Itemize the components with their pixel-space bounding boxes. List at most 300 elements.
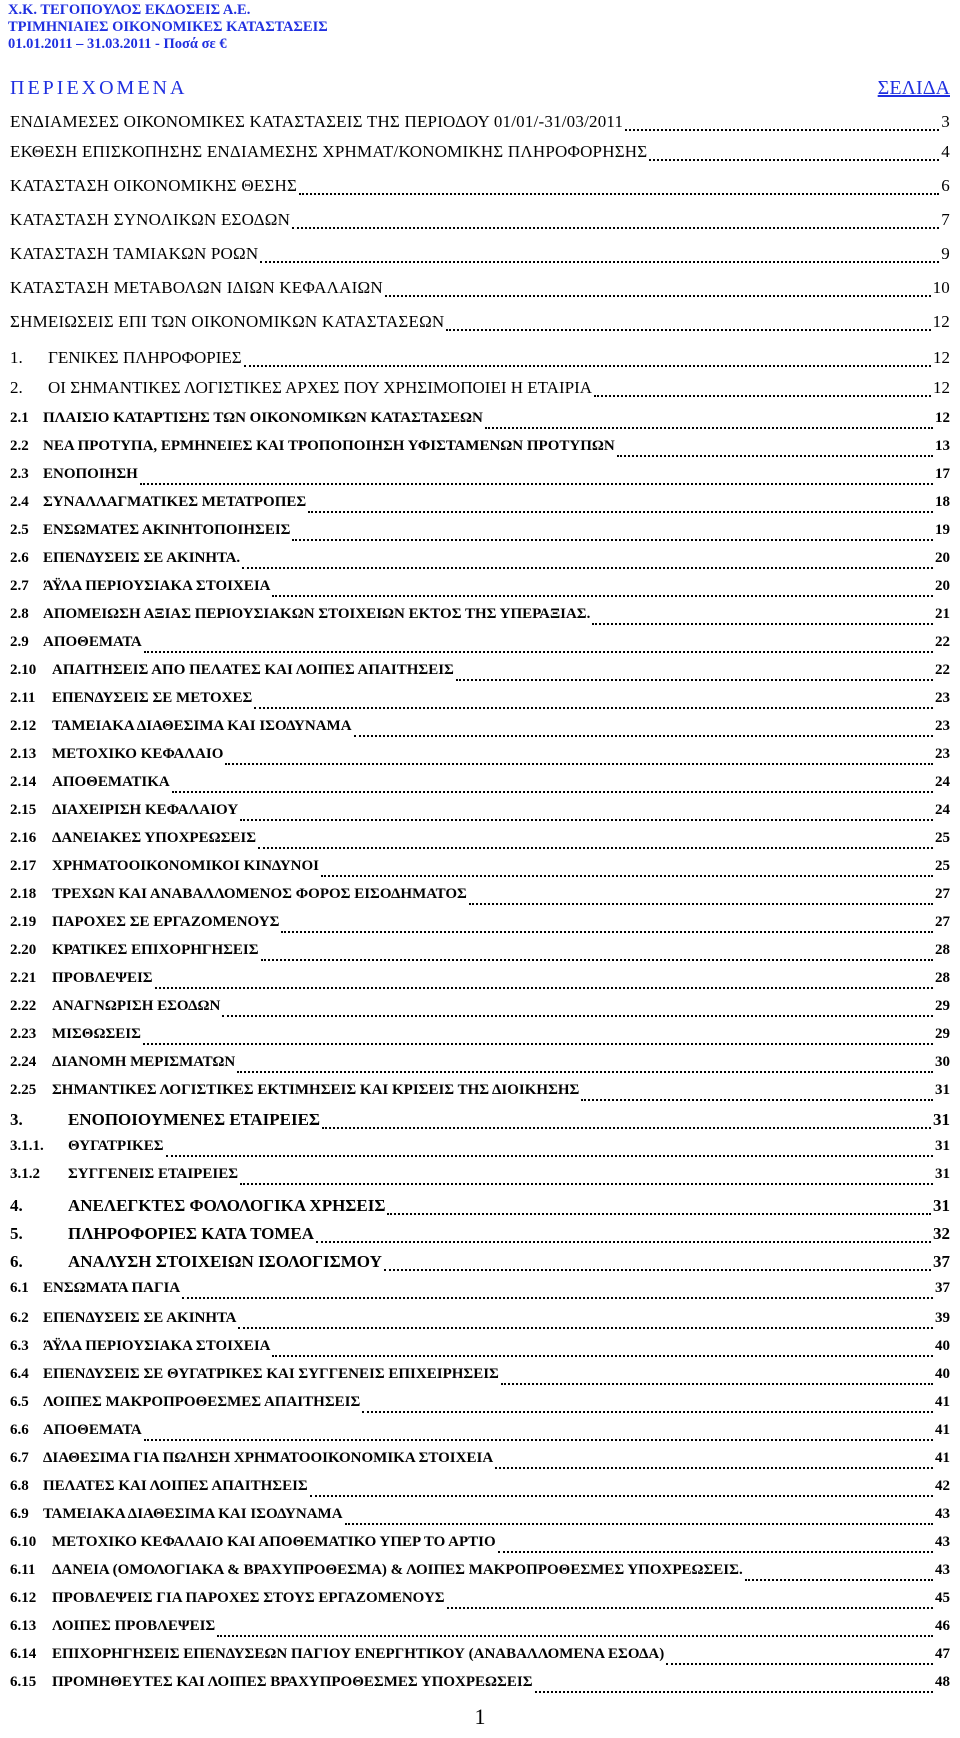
toc-entry-page: 30	[935, 1054, 950, 1070]
dot-leader	[581, 1099, 933, 1101]
toc-entry-label: ΠΕΛΑΤΕΣ ΚΑΙ ΛΟΙΠΕΣ ΑΠΑΙΤΗΣΕΙΣ	[43, 1478, 308, 1494]
toc-entry-label: ΟΙ ΣΗΜΑΝΤΙΚΕΣ ΛΟΓΙΣΤΙΚΕΣ ΑΡΧΕΣ ΠΟΥ ΧΡΗΣΙΜΟΠΟΙΕΙ Η ΕΤΑΙΡΙΑ	[48, 378, 593, 397]
toc-entry-number: 6.1	[10, 1280, 29, 1296]
toc-entry-label: ΜΕΤΟΧΙΚΟ ΚΕΦΑΛΑΙΟ ΚΑΙ ΑΠΟΘΕΜΑΤΙΚΟ ΥΠΕΡ ΤΟ ΑΡΤΙΟ	[52, 1534, 496, 1550]
toc-entry-number: 4.	[10, 1196, 23, 1215]
dot-leader	[385, 295, 931, 297]
toc-entry[interactable]	[10, 1618, 950, 1642]
toc-entry-label: ΕΠΕΝΔΥΣΕΙΣ ΣΕ ΘΥΓΑΤΡΙΚΕΣ ΚΑΙ ΣΥΓΓΕΝΕΙΣ ΕΠΙΧΕΙΡΗΣΕΙΣ	[43, 1366, 499, 1382]
toc-entry[interactable]	[10, 1338, 950, 1362]
toc-entry-label: ΕΝΔΙΑΜΕΣΕΣ ΟΙΚΟΝΟΜΙΚΕΣ ΚΑΤΑΣΤΑΣΕΙΣ ΤΗΣ ΠΕΡΙΟΔΟΥ 01/01/-31/03/2011	[10, 112, 624, 131]
toc-entry-number: 2.12	[10, 718, 37, 734]
toc-entry-label: ΕΝΣΩΜΑΤΑ ΠΑΓΙΑ	[43, 1280, 181, 1296]
toc-entry-label: ΠΡΟΒΛΕΨΕΙΣ	[52, 970, 153, 986]
toc-entry-title	[10, 142, 647, 162]
toc-entry-title	[10, 1674, 533, 1691]
toc-entry-label: ΔΙΑΧΕΙΡΙΣΗ ΚΕΦΑΛΑΙΟΥ	[52, 802, 239, 818]
toc-entry-title	[10, 1338, 270, 1355]
toc-entry-title	[10, 774, 170, 791]
toc-entry-title	[10, 1138, 164, 1155]
toc-entry-title	[10, 970, 153, 987]
toc-entry-label: ΛΟΙΠΕΣ ΜΑΚΡΟΠΡΟΘΕΣΜΕΣ ΑΠΑΙΤΗΣΕΙΣ	[43, 1394, 361, 1410]
toc-entry-number: 2.22	[10, 998, 37, 1014]
toc-entry-title	[10, 1394, 360, 1411]
toc-entry[interactable]	[10, 494, 950, 518]
toc-entry[interactable]	[10, 1196, 950, 1220]
toc-entry-title	[10, 410, 483, 427]
company-name: Χ.Κ. ΤΕΓΟΠΟΥΛΟΣ ΕΚΔΟΣΕΙΣ Α.Ε.	[8, 2, 251, 18]
toc-entry[interactable]	[10, 914, 950, 938]
dot-leader	[745, 1579, 933, 1581]
toc-entry-number: 1.	[10, 348, 23, 367]
dot-leader	[217, 1635, 933, 1637]
toc-entry-page: 4	[941, 142, 950, 161]
toc-entry[interactable]	[10, 1562, 950, 1586]
toc-entry-title	[10, 1026, 141, 1043]
toc-entry-title	[10, 1110, 320, 1130]
toc-entry-page: 47	[935, 1646, 950, 1662]
toc-entry[interactable]	[10, 634, 950, 658]
toc-entry[interactable]	[10, 1082, 950, 1106]
toc-entry-title	[10, 830, 256, 847]
toc-entry-label: ΚΑΤΑΣΤΑΣΗ ΤΑΜΙΑΚΩΝ ΡΟΩΝ	[10, 244, 259, 263]
toc-entry[interactable]	[10, 970, 950, 994]
toc-entry-title	[10, 1224, 314, 1244]
toc-entry-label: ΕΠΙΧΟΡΗΓΗΣΕΙΣ ΕΠΕΝΔΥΣΕΩΝ ΠΑΓΙΟΥ ΕΝΕΡΓΗΤΙΚΟΥ (ΑΝΑΒΑΛΛΟΜΕΝΑ ΕΣΟΔΑ)	[52, 1646, 665, 1662]
dot-leader	[362, 1411, 933, 1413]
toc-entry[interactable]	[10, 348, 950, 372]
toc-entry-page: 31	[935, 1082, 950, 1098]
toc-entry[interactable]	[10, 438, 950, 462]
toc-entry-label: ΚΑΤΑΣΤΑΣΗ ΟΙΚΟΝΟΜΙΚΗΣ ΘΕΣΗΣ	[10, 176, 298, 195]
toc-entry-title	[10, 998, 220, 1015]
toc-entry[interactable]	[10, 1252, 950, 1276]
toc-entry-page: 20	[935, 550, 950, 566]
toc-entry-page: 25	[935, 858, 950, 874]
toc-entry-label: ΆΫΛΑ ΠΕΡΙΟΥΣΙΑΚΑ ΣΤΟΙΧΕΙΑ	[43, 1338, 271, 1354]
toc-entry-title	[10, 1450, 493, 1467]
dot-leader	[242, 567, 933, 569]
dot-leader	[222, 1015, 933, 1017]
toc-entry-label: ΣΗΜΑΝΤΙΚΕΣ ΛΟΓΙΣΤΙΚΕΣ ΕΚΤΙΜΗΣΕΙΣ ΚΑΙ ΚΡΙΣΕΙΣ ΤΗΣ ΔΙΟΙΚΗΣΗΣ	[52, 1082, 580, 1098]
toc-entry-title	[10, 1280, 180, 1297]
toc-entry-page: 10	[932, 278, 950, 297]
toc-entry-number: 2.14	[10, 774, 37, 790]
toc-entry-title	[10, 1646, 664, 1663]
toc-entry-label: ΠΑΡΟΧΕΣ ΣΕ ΕΡΓΑΖΟΜΕΝΟΥΣ	[52, 914, 280, 930]
toc-entry-title	[10, 690, 252, 707]
toc-entry-title	[10, 1366, 499, 1383]
toc-entry-page: 21	[935, 606, 950, 622]
toc-entry-title	[10, 858, 319, 875]
toc-entry-label: ΑΝΑΓΝΩΡΙΣΗ ΕΣΟΔΩΝ	[52, 998, 221, 1014]
toc-entry-label: ΕΝΟΠΟΙΗΣΗ	[43, 466, 138, 482]
toc-entry-page: 23	[935, 718, 950, 734]
toc-entry-title	[10, 662, 454, 679]
dot-leader	[261, 959, 933, 961]
toc-entry-title	[10, 550, 240, 567]
toc-entry-label: ΠΡΟΜΗΘΕΥΤΕΣ ΚΑΙ ΛΟΙΠΕΣ ΒΡΑΧΥΠΡΟΘΕΣΜΕΣ ΥΠΟΧΡΕΩΣΕΙΣ	[52, 1674, 533, 1690]
dot-leader	[144, 651, 933, 653]
dot-leader	[225, 763, 933, 765]
toc-entry-number: 2.20	[10, 942, 37, 958]
toc-entry[interactable]	[10, 942, 950, 966]
toc-entry[interactable]	[10, 1478, 950, 1502]
toc-entry-label: ΚΡΑΤΙΚΕΣ ΕΠΙΧΟΡΗΓΗΣΕΙΣ	[52, 942, 259, 958]
toc-entry[interactable]	[10, 550, 950, 574]
toc-entry-label: ΕΝΣΩΜΑΤΕΣ ΑΚΙΝΗΤΟΠΟΙΗΣΕΙΣ	[43, 522, 291, 538]
toc-entry-page: 41	[935, 1450, 950, 1466]
toc-entry-page: 46	[935, 1618, 950, 1634]
toc-entry-label: ΕΠΕΝΔΥΣΕΙΣ ΣΕ ΑΚΙΝΗΤΑ	[43, 1310, 237, 1326]
toc-entry-page: 39	[935, 1310, 950, 1326]
dot-leader	[308, 511, 933, 513]
toc-entry-label: ΜΙΣΘΩΣΕΙΣ	[52, 1026, 141, 1042]
toc-entry[interactable]	[10, 1166, 950, 1190]
toc-entry-label: ΤΑΜΕΙΑΚΑ ΔΙΑΘΕΣΙΜΑ ΚΑΙ ΙΣΟΔΥΝΑΜΑ	[43, 1506, 343, 1522]
toc-entry-title	[10, 942, 259, 959]
toc-entry-number: 6.14	[10, 1646, 37, 1662]
report-title: ΤΡΙΜΗΝΙΑΙΕΣ ΟΙΚΟΝΟΜΙΚΕΣ ΚΑΤΑΣΤΑΣΕΙΣ	[8, 19, 328, 35]
toc-entry-number: 2.23	[10, 1026, 37, 1042]
toc-entry-page: 37	[933, 1252, 950, 1271]
toc-entry[interactable]	[10, 606, 950, 630]
toc-entry-number: 6.12	[10, 1590, 37, 1606]
dot-leader	[244, 365, 931, 367]
toc-entry[interactable]	[10, 1450, 950, 1474]
toc-entry[interactable]	[10, 244, 950, 268]
toc-entry-number: 6.13	[10, 1618, 37, 1634]
toc-entry-page: 12	[935, 410, 950, 426]
toc-entry-number: 2.25	[10, 1082, 37, 1098]
toc-entry[interactable]	[10, 690, 950, 714]
toc-entry-page: 48	[935, 1674, 950, 1690]
toc-entry-number: 2.5	[10, 522, 29, 538]
toc-entry-label: ΜΕΤΟΧΙΚΟ ΚΕΦΑΛΑΙΟ	[52, 746, 224, 762]
dot-leader	[172, 791, 933, 793]
dot-leader	[240, 819, 933, 821]
toc-entry-page: 31	[935, 1166, 950, 1182]
dot-leader	[501, 1383, 933, 1385]
toc-entry[interactable]	[10, 1534, 950, 1558]
toc-entry-page: 7	[941, 210, 950, 229]
toc-entry-label: ΕΚΘΕΣΗ ΕΠΙΣΚΟΠΗΣΗΣ ΕΝΔΙΑΜΕΣΗΣ ΧΡΗΜΑΤ/ΚΟΝΟΜΙΚΗΣ ΠΛΗΡΟΦΟΡΗΣΗΣ	[10, 142, 648, 161]
toc-entry-label: ΣΥΝΑΛΛΑΓΜΑΤΙΚΕΣ ΜΕΤΑΤΡΟΠΕΣ	[43, 494, 307, 510]
toc-entry-page: 25	[935, 830, 950, 846]
dot-leader	[155, 987, 933, 989]
toc-entry[interactable]	[10, 746, 950, 770]
toc-entry-page: 12	[933, 348, 950, 367]
toc-entry-number: 6.3	[10, 1338, 29, 1354]
toc-entry-page: 6	[941, 176, 950, 195]
toc-entry-label: ΑΝΕΛΕΓΚΤΕΣ ΦΟΛΟΛΟΓΙΚΑ ΧΡΗΣΕΙΣ	[68, 1196, 386, 1215]
toc-entry-label: ΑΝΑΛΥΣΗ ΣΤΟΙΧΕΙΩΝ ΙΣΟΛΟΓΙΣΜΟΥ	[68, 1252, 382, 1271]
toc-entry-title	[10, 494, 306, 511]
toc-entry-label: ΠΡΟΒΛΕΨΕΙΣ ΓΙΑ ΠΑΡΟΧΕΣ ΣΤΟΥΣ ΕΡΓΑΖΟΜΕΝΟΥΣ	[52, 1590, 445, 1606]
toc-entry-page: 18	[935, 494, 950, 510]
toc-entry-title	[10, 378, 592, 398]
toc-entry[interactable]	[10, 1224, 950, 1248]
toc-entry-label: ΕΠΕΝΔΥΣΕΙΣ ΣΕ ΜΕΤΟΧΕΣ	[52, 690, 253, 706]
toc-entry-page: 22	[935, 662, 950, 678]
toc-entry-page: 20	[935, 578, 950, 594]
toc-entry-number: 2.21	[10, 970, 37, 986]
dot-leader	[281, 931, 933, 933]
toc-entry-number: 2.15	[10, 802, 37, 818]
toc-entry-title	[10, 244, 258, 264]
toc-entry[interactable]	[10, 858, 950, 882]
toc-entry-number: 2.16	[10, 830, 37, 846]
toc-entry[interactable]	[10, 578, 950, 602]
toc-entry-title	[10, 1054, 235, 1071]
toc-entry[interactable]	[10, 142, 950, 166]
dot-leader	[166, 1155, 933, 1157]
toc-entry[interactable]	[10, 1394, 950, 1418]
toc-entry-number: 2.18	[10, 886, 37, 902]
toc-entry-title	[10, 466, 138, 483]
dot-leader	[354, 735, 933, 737]
toc-entry-page: 12	[932, 312, 950, 331]
toc-entry-number: 6.	[10, 1252, 23, 1271]
dot-leader	[237, 1071, 933, 1073]
toc-entry-page: 28	[935, 942, 950, 958]
contents-label: ΠΕΡΙΕΧΟΜΕΝΑ	[10, 77, 188, 99]
toc-entry-number: 2.9	[10, 634, 29, 650]
toc-entry-number: 2.6	[10, 550, 29, 566]
toc-entry[interactable]	[10, 522, 950, 546]
toc-entry[interactable]	[10, 112, 950, 136]
toc-entry-label: ΠΛΗΡΟΦΟΡΙΕΣ ΚΑΤΑ ΤΟΜΕΑ	[68, 1224, 314, 1243]
toc-entry-label: ΠΛΑΙΣΙΟ ΚΑΤΑΡΤΙΣΗΣ ΤΩΝ ΟΙΚΟΝΟΜΙΚΩΝ ΚΑΤΑΣΤΑΣΕΩΝ	[43, 410, 483, 426]
toc-entry-title	[10, 1310, 236, 1327]
report-period: 01.01.2011 – 31.03.2011 - Ποσά σε €	[8, 36, 227, 52]
toc-entry[interactable]	[10, 1138, 950, 1162]
toc-entry-number: 2.8	[10, 606, 29, 622]
dot-leader	[617, 455, 933, 457]
toc-entry[interactable]	[10, 466, 950, 490]
dot-leader	[384, 1269, 931, 1271]
toc-entry[interactable]	[10, 410, 950, 434]
toc-entry-title	[10, 1422, 142, 1439]
toc-entry-page: 31	[935, 1138, 950, 1154]
toc-entry-label: ΤΡΕΧΩΝ ΚΑΙ ΑΝΑΒΑΛΛΟΜΕΝΟΣ ΦΟΡΟΣ ΕΙΣΟΔΗΜΑΤΟΣ	[52, 886, 467, 902]
dot-leader	[316, 1241, 931, 1243]
toc-entry-number: 6.4	[10, 1366, 29, 1382]
toc-entry-title	[10, 112, 623, 132]
toc-entry-title	[10, 1590, 445, 1607]
toc-entry-label: ΔΑΝΕΙΑ (ΟΜΟΛΟΓΙΑΚΑ & ΒΡΑΧΥΠΡΟΘΕΣΜΑ) & ΛΟΙΠΕΣ ΜΑΚΡΟΠΡΟΘΕΣΜΕΣ ΥΠΟΧΡΕΩΣΕΙΣ.	[52, 1562, 743, 1578]
toc-entry-label: ΝΕΑ ΠΡΟΤΥΠΑ, ΕΡΜΗΝΕΙΕΣ ΚΑΙ ΤΡΟΠΟΠΟΙΗΣΗ ΥΦΙΣΤΑΜΕΝΩΝ ΠΡΟΤΥΠΩΝ	[43, 438, 615, 454]
dot-leader	[446, 329, 930, 331]
toc-entry-title	[10, 1082, 579, 1099]
toc-entry-title	[10, 1478, 308, 1495]
toc-entry[interactable]	[10, 1422, 950, 1446]
toc-entry-page: 27	[935, 914, 950, 930]
toc-entry[interactable]	[10, 774, 950, 798]
toc-entry[interactable]	[10, 1366, 950, 1390]
toc-entry-page: 27	[935, 886, 950, 902]
toc-entry-number: 3.1.2	[10, 1166, 40, 1182]
toc-entry-page: 43	[935, 1534, 950, 1550]
toc-entry[interactable]	[10, 176, 950, 200]
toc-entry-page: 41	[935, 1422, 950, 1438]
toc-entry-page: 13	[935, 438, 950, 454]
toc-entry-title	[10, 210, 290, 230]
dot-leader	[292, 227, 939, 229]
dot-leader	[292, 539, 933, 541]
toc-entry-number: 2.	[10, 378, 23, 397]
toc-entry[interactable]	[10, 1674, 950, 1698]
toc-entry-title	[10, 1506, 343, 1523]
toc-entry-label: ΔΙΑΝΟΜΗ ΜΕΡΙΣΜΑΤΩΝ	[52, 1054, 236, 1070]
toc-entry-page: 24	[935, 774, 950, 790]
toc-entry-page: 31	[933, 1110, 950, 1129]
toc-entry[interactable]	[10, 802, 950, 826]
toc-entry-page: 12	[933, 378, 950, 397]
toc-entry[interactable]	[10, 1280, 950, 1304]
toc-entry-number: 2.13	[10, 746, 37, 762]
dot-leader	[260, 261, 939, 263]
toc-entry-title	[10, 438, 615, 455]
toc-entry-page: 29	[935, 998, 950, 1014]
toc-entry[interactable]	[10, 1110, 950, 1134]
toc-entry-label: ΣΥΓΓΕΝΕΙΣ ΕΤΑΙΡΕΙΕΣ	[68, 1166, 239, 1182]
toc-entry-label: ΑΠΟΜΕΙΩΣΗ ΑΞΙΑΣ ΠΕΡΙΟΥΣΙΑΚΩΝ ΣΤΟΙΧΕΙΩΝ ΕΚΤΟΣ ΤΗΣ ΥΠΕΡΑΞΙΑΣ.	[43, 606, 591, 622]
dot-leader	[182, 1297, 933, 1299]
toc-entry-title	[10, 746, 223, 763]
toc-entry-page: 41	[935, 1394, 950, 1410]
toc-entry-title	[10, 312, 444, 332]
toc-entry-page: 40	[935, 1366, 950, 1382]
toc-entry-label: ΚΑΤΑΣΤΑΣΗ ΜΕΤΑΒΟΛΩΝ ΙΔΙΩΝ ΚΕΦΑΛΑΙΩΝ	[10, 278, 383, 297]
toc-entry-label: ΣΗΜΕΙΩΣΕΙΣ ΕΠΙ ΤΩΝ ΟΙΚΟΝΟΜΙΚΩΝ ΚΑΤΑΣΤΑΣΕΩΝ	[10, 312, 445, 331]
dot-leader	[140, 483, 933, 485]
toc-entry-label: ΆΫΛΑ ΠΕΡΙΟΥΣΙΑΚΑ ΣΤΟΙΧΕΙΑ	[43, 578, 271, 594]
dot-leader	[456, 679, 933, 681]
page-number: 1	[474, 1704, 486, 1729]
toc-entry[interactable]	[10, 1646, 950, 1670]
dot-leader	[310, 1495, 933, 1497]
toc-entry-page: 43	[935, 1506, 950, 1522]
dot-leader	[485, 427, 933, 429]
toc-entry-title	[10, 606, 590, 623]
dot-leader	[447, 1607, 933, 1609]
toc-entry-page: 32	[933, 1224, 950, 1243]
toc-entry-page: 29	[935, 1026, 950, 1042]
toc-entry-number: 2.7	[10, 578, 29, 594]
toc-entry-page: 31	[933, 1196, 950, 1215]
toc-entry-page: 43	[935, 1562, 950, 1578]
toc-entry-title	[10, 886, 467, 903]
toc-entry[interactable]	[10, 718, 950, 742]
dot-leader	[345, 1523, 933, 1525]
toc-entry-title	[10, 718, 352, 735]
toc-entry-label: ΕΝΟΠΟΙΟΥΜΕΝΕΣ ΕΤΑΙΡΕΙΕΣ	[68, 1110, 321, 1129]
toc-entry-label: ΛΟΙΠΕΣ ΠΡΟΒΛΕΨΕΙΣ	[52, 1618, 216, 1634]
toc-entry[interactable]	[10, 830, 950, 854]
dot-leader	[387, 1213, 931, 1215]
toc-entry-page: 40	[935, 1338, 950, 1354]
toc-entry[interactable]	[10, 1590, 950, 1614]
toc-entry-page: 19	[935, 522, 950, 538]
dot-leader	[144, 1439, 933, 1441]
page-column-label: ΣΕΛΙΔΑ	[877, 77, 950, 99]
toc-entry-number: 2.2	[10, 438, 29, 454]
toc-entry-number: 6.9	[10, 1506, 29, 1522]
toc-entry[interactable]	[10, 1310, 950, 1334]
toc-entry-title	[10, 634, 142, 651]
toc-entry-title	[10, 1534, 496, 1551]
toc-entry-label: ΑΠΟΘΕΜΑΤΑ	[43, 1422, 142, 1438]
toc-entry[interactable]	[10, 210, 950, 234]
toc-entry-title	[10, 348, 242, 368]
dot-leader	[238, 1327, 933, 1329]
toc-entry-number: 2.3	[10, 466, 29, 482]
toc-entry-title	[10, 1562, 743, 1579]
toc-entry-number: 6.10	[10, 1534, 37, 1550]
toc-entry[interactable]	[10, 1054, 950, 1078]
toc-entry-label: ΘΥΓΑΤΡΙΚΕΣ	[68, 1138, 164, 1154]
dot-leader	[535, 1691, 933, 1693]
toc-entry-label: ΑΠΟΘΕΜΑΤΙΚΑ	[52, 774, 170, 790]
toc-entry-title	[10, 578, 270, 595]
toc-entry-number: 6.7	[10, 1450, 29, 1466]
toc-entry-title	[10, 914, 279, 931]
toc-entry-title	[10, 176, 297, 196]
toc-entry-title	[10, 278, 383, 298]
toc-entry-number: 6.6	[10, 1422, 29, 1438]
dot-leader	[240, 1183, 933, 1185]
toc-entry[interactable]	[10, 662, 950, 686]
toc-entry-page: 17	[935, 466, 950, 482]
toc-entry[interactable]	[10, 278, 950, 302]
dot-leader	[299, 193, 939, 195]
toc-entry-page: 45	[935, 1590, 950, 1606]
toc-entry[interactable]	[10, 1506, 950, 1530]
toc-entry-label: ΚΑΤΑΣΤΑΣΗ ΣΥΝΟΛΙΚΩΝ ΕΣΟΔΩΝ	[10, 210, 291, 229]
dot-leader	[143, 1043, 933, 1045]
toc-entry[interactable]	[10, 312, 950, 336]
toc-entry[interactable]	[10, 886, 950, 910]
toc-entry[interactable]	[10, 998, 950, 1022]
toc-entry-title	[10, 522, 290, 539]
dot-leader	[592, 623, 933, 625]
toc-entry-number: 2.17	[10, 858, 37, 874]
toc-entry-number: 6.5	[10, 1394, 29, 1410]
dot-leader	[272, 1355, 933, 1357]
toc-entry-page: 24	[935, 802, 950, 818]
toc-entry-label: ΑΠΟΘΕΜΑΤΑ	[43, 634, 142, 650]
dot-leader	[322, 1127, 931, 1129]
toc-entry-number: 3.	[10, 1110, 23, 1129]
dot-leader	[272, 595, 933, 597]
toc-entry-number: 2.10	[10, 662, 37, 678]
toc-entry-title	[10, 1618, 215, 1635]
toc-entry[interactable]	[10, 378, 950, 402]
toc-entry-page: 3	[941, 112, 950, 131]
toc-entry-title	[10, 1196, 385, 1216]
dot-leader	[649, 159, 939, 161]
toc-entry-number: 6.2	[10, 1310, 29, 1326]
toc-entry-number: 2.11	[10, 690, 36, 706]
toc-entry-number: 6.11	[10, 1562, 36, 1578]
dot-leader	[625, 129, 939, 131]
toc-entry-number: 6.8	[10, 1478, 29, 1494]
dot-leader	[666, 1663, 933, 1665]
toc-entry[interactable]	[10, 1026, 950, 1050]
toc-entry-number: 2.24	[10, 1054, 37, 1070]
dot-leader	[254, 707, 933, 709]
